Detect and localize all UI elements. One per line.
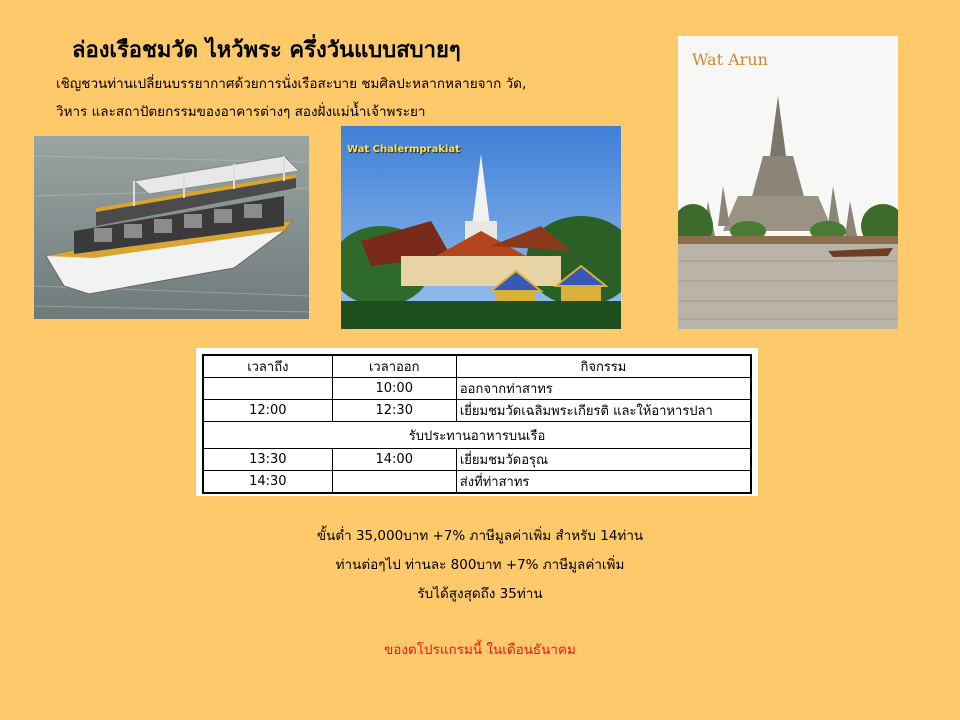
intro-line-2: วิหาร และสถาปัตยกรรมของอาคารต่างๆ สองฝั่งแม่น้ำเจ้าพระยา — [56, 104, 426, 120]
activity-cell: ส่งที่ท่าสาทร — [456, 471, 751, 494]
arrival-cell: 14:30 — [203, 471, 332, 494]
departure-cell: 12:30 — [332, 400, 456, 422]
river-cruise-boat-photo — [34, 136, 309, 319]
table-row-lunch — [203, 422, 751, 449]
arrival-cell — [203, 378, 332, 400]
lunch-cell: รับประทานอาหารบนเรือ — [203, 422, 751, 449]
pricing-additional: ท่านต่อๆไป ท่านละ 800บาท +7% ภาษีมูลค่าเพิ่ม — [335, 557, 625, 573]
column-header-departure: เวลาออก — [332, 355, 456, 378]
wat-chalermprakiat-caption: Wat Chalermprakiat — [347, 144, 460, 155]
activity-cell: เยี่ยมชมวัดอรุณ — [456, 449, 751, 471]
december-notice: ของดโปรแกรมนี้ ในเดือนธันาคม — [384, 642, 576, 658]
wat-arun-photo — [678, 36, 898, 329]
activity-cell: เยี่ยมชมวัดเฉลิมพระเกียรติ และให้อาหารปลา — [456, 400, 751, 422]
table-header-row — [203, 355, 751, 378]
schedule-table-panel — [196, 348, 758, 496]
column-header-activity: กิจกรรม — [456, 355, 751, 378]
table-row — [203, 400, 751, 422]
page-title: ล่องเรือชมวัด ไหว้พระ ครึ่งวันแบบสบายๆ — [72, 37, 461, 63]
departure-cell: 14:00 — [332, 449, 456, 471]
pricing-info — [280, 522, 680, 609]
intro-line-1: เชิญชวนท่านเปลี่ยนบรรยากาศด้วยการนั่งเรือสะบาย ชมศิลปะหลากหลายจาก วัด, — [56, 76, 527, 92]
pricing-minimum: ขั้นต่ำ 35,000บาท +7% ภาษีมูลค่าเพิ่ม สำหรับ 14ท่าน — [316, 528, 644, 544]
intro-text — [56, 70, 636, 126]
wat-arun-caption: Wat Arun — [692, 50, 768, 69]
departure-cell — [332, 471, 456, 494]
table-row — [203, 471, 751, 494]
temple-photo — [341, 126, 621, 329]
activity-cell: ออกจากท่าสาทร — [456, 378, 751, 400]
arrival-cell: 13:30 — [203, 449, 332, 471]
pricing-capacity: รับได้สูงสุดถึง 35ท่าน — [417, 586, 543, 602]
schedule-table — [202, 354, 752, 494]
column-header-arrival: เวลาถึง — [203, 355, 332, 378]
table-row — [203, 378, 751, 400]
departure-cell: 10:00 — [332, 378, 456, 400]
arrival-cell: 12:00 — [203, 400, 332, 422]
table-row — [203, 449, 751, 471]
